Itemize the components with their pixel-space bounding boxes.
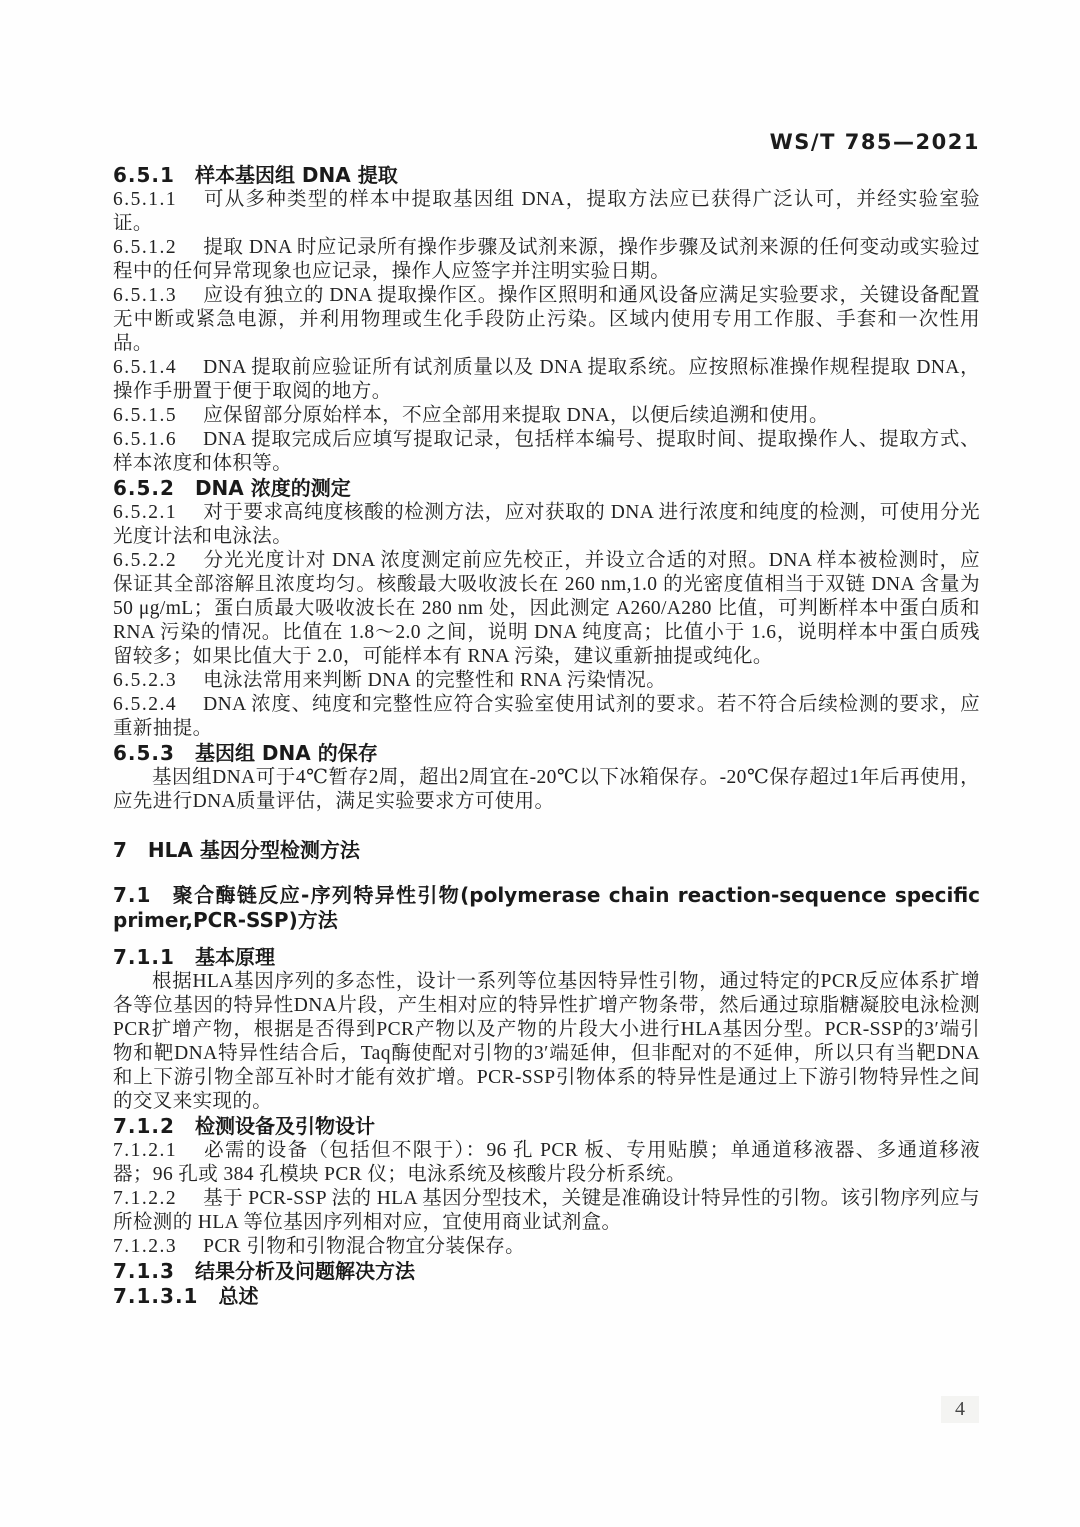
section-number: 7.1.1: [113, 945, 175, 969]
clause-number: 6.5.1.3: [113, 285, 178, 306]
clause-text: 基于 PCR-SSP 法的 HLA 基因分型技术，关键是准确设计特异性的引物。该引物序列应与所检测的 HLA 等位基因序列相对应，宜使用商业试剂盒。: [113, 1188, 980, 1233]
section-number: 7.1: [113, 883, 152, 907]
section-title: 检测设备及引物设计: [194, 1114, 375, 1138]
clause-6-5-2-1: [113, 501, 980, 549]
clause-number: 7.1.2.3: [113, 1236, 178, 1257]
clause-6-5-2-3: [113, 669, 980, 693]
clause-text: 可从多种类型的样本中提取基因组 DNA，提取方法应已获得广泛认可，并经实验室验证。: [113, 189, 980, 234]
clause-number: 6.5.2.2: [113, 550, 178, 571]
section-title: 基本原理: [194, 945, 275, 969]
section-heading-7-1-3: [113, 1259, 980, 1284]
section-number: 7.1.2: [113, 1114, 175, 1138]
clause-number: 7.1.2.1: [113, 1140, 178, 1161]
section-title: 结果分析及问题解决方法: [194, 1259, 415, 1283]
clause-number: 6.5.1.1: [113, 189, 178, 210]
clause-text: PCR 引物和引物混合物宜分装保存。: [203, 1236, 526, 1257]
clause-text: 应设有独立的 DNA 提取操作区。操作区照明和通风设备应满足实验要求，关键设备配置无中断或紧急电源，并利用物理或生化手段防止污染。区域内使用专用工作服、手套和一次性用品。: [113, 285, 980, 354]
clause-6-5-1-5: [113, 404, 980, 428]
clause-number: 6.5.1.5: [113, 405, 178, 426]
section-heading-7-1-1: [113, 945, 980, 970]
body-paragraph: 基因组DNA可于4℃暂存2周，超出2周宜在-20℃以下冰箱保存。-20℃保存超过1年后再使用，应先进行DNA质量评估，满足实验要求方可使用。: [113, 767, 980, 812]
clause-number: 6.5.1.2: [113, 237, 178, 258]
section-title: 样本基因组 DNA 提取: [194, 163, 398, 187]
clause-text: 对于要求高纯度核酸的检测方法，应对获取的 DNA 进行浓度和纯度的检测，可使用分光光度计法和电泳法。: [113, 502, 980, 547]
section-heading-6-5-3: [113, 741, 980, 766]
clause-text: DNA 浓度、纯度和完整性应符合实验室使用试剂的要求。若不符合后续检测的要求，应重新抽提。: [113, 694, 980, 739]
clause-7-1-2-3: [113, 1235, 980, 1259]
section-title: HLA 基因分型检测方法: [147, 838, 360, 862]
section-heading-7: [113, 838, 980, 863]
clause-7-1-2-1: [113, 1139, 980, 1187]
section-heading-7-1-2: [113, 1114, 980, 1139]
clause-number: 6.5.2.1: [113, 502, 178, 523]
section-heading-7-1: [113, 883, 980, 933]
section-title: 基因组 DNA 的保存: [194, 741, 378, 765]
section-number: 7: [113, 838, 128, 862]
clause-text: DNA 提取前应验证所有试剂质量以及 DNA 提取系统。应按照标准操作规程提取 DNA，操作手册置于便于取阅的地方。: [113, 357, 980, 402]
clause-text: 电泳法常用来判断 DNA 的完整性和 RNA 污染情况。: [203, 670, 667, 691]
clause-text: 提取 DNA 时应记录所有操作步骤及试剂来源，操作步骤及试剂来源的任何变动或实验过程中的任何异常现象也应记录，操作人应签字并注明实验日期。: [113, 237, 980, 282]
standard-code-header: WS/T 785—2021: [769, 130, 980, 154]
section-number: 7.1.3.1: [113, 1284, 199, 1308]
clause-6-5-1-3: [113, 284, 980, 356]
section-heading-6-5-1: [113, 163, 980, 188]
section-title: DNA 浓度的测定: [194, 476, 351, 500]
section-title: 聚合酶链反应-序列特异性引物(polymerase chain reaction-sequence specific primer,PCR-SSP)方法: [113, 883, 980, 932]
section-heading-6-5-2: [113, 476, 980, 501]
clause-number: 6.5.1.4: [113, 357, 178, 378]
section-number: 6.5.1: [113, 163, 175, 187]
section-title: 总述: [218, 1284, 259, 1308]
clause-number: 6.5.2.4: [113, 694, 178, 715]
clause-number: 6.5.1.6: [113, 429, 178, 450]
clause-7-1-2-2: [113, 1187, 980, 1235]
clause-text: 应保留部分原始样本，不应全部用来提取 DNA，以便后续追溯和使用。: [203, 405, 829, 426]
section-number: 6.5.3: [113, 741, 175, 765]
section-heading-7-1-3-1: [113, 1284, 980, 1309]
clause-6-5-1-4: [113, 356, 980, 404]
clause-6-5-2-4: [113, 693, 980, 741]
clause-text: DNA 提取完成后应填写提取记录，包括样本编号、提取时间、提取操作人、提取方式、样本浓度和体积等。: [113, 429, 980, 474]
clause-number: 6.5.2.3: [113, 670, 178, 691]
document-body: [113, 163, 980, 1309]
section-number: 6.5.2: [113, 476, 175, 500]
body-paragraph: 根据HLA基因序列的多态性，设计一系列等位基因特异性引物，通过特定的PCR反应体系扩增各等位基因的特异性DNA片段，产生相对应的特异性扩增产物条带，然后通过琼脂糖凝胶电泳检测PCR扩增产物，根据是否得到PCR产物以及产物的片段大小进行HLA基因分型。PCR-SSP的3′端引物和靶DNA特异性结合后，Taq酶使配对引物的3′端延伸，但非配对的不延伸，所以只有当靶DNA和上下游引物全部互补时才能有效扩增。PCR-SSP引物体系的特异性是通过上下游引物特异性之间的交叉来实现的。: [113, 971, 980, 1112]
clause-number: 7.1.2.2: [113, 1188, 178, 1209]
clause-6-5-1-1: [113, 188, 980, 236]
clause-6-5-1-6: [113, 428, 980, 476]
page-number: 4: [941, 1396, 979, 1423]
clause-text: 分光光度计对 DNA 浓度测定前应先校正，并设立合适的对照。DNA 样本被检测时，应保证其全部溶解且浓度均匀。核酸最大吸收波长在 260 nm,1.0 的光密度值相当于双链 DNA 含量为 50 μg/mL；蛋白质最大吸收波长在 280 nm 处，因此测定 A260/A280 比值，可判断样本中蛋白质和 RNA 污染的情况。比值在 1.8～2.0 之间，说明 DNA 纯度高；比值小于 1.6，说明样本中蛋白质残留较多；如果比值大于 2.0，可能样本有 RNA 污染，建议重新抽提或纯化。: [113, 550, 980, 667]
section-number: 7.1.3: [113, 1259, 175, 1283]
clause-6-5-1-2: [113, 236, 980, 284]
clause-6-5-2-2: [113, 549, 980, 669]
clause-text: 必需的设备（包括但不限于）：96 孔 PCR 板、专用贴膜；单通道移液器、多通道移液器；96 孔或 384 孔模块 PCR 仪；电泳系统及核酸片段分析系统。: [113, 1140, 980, 1185]
